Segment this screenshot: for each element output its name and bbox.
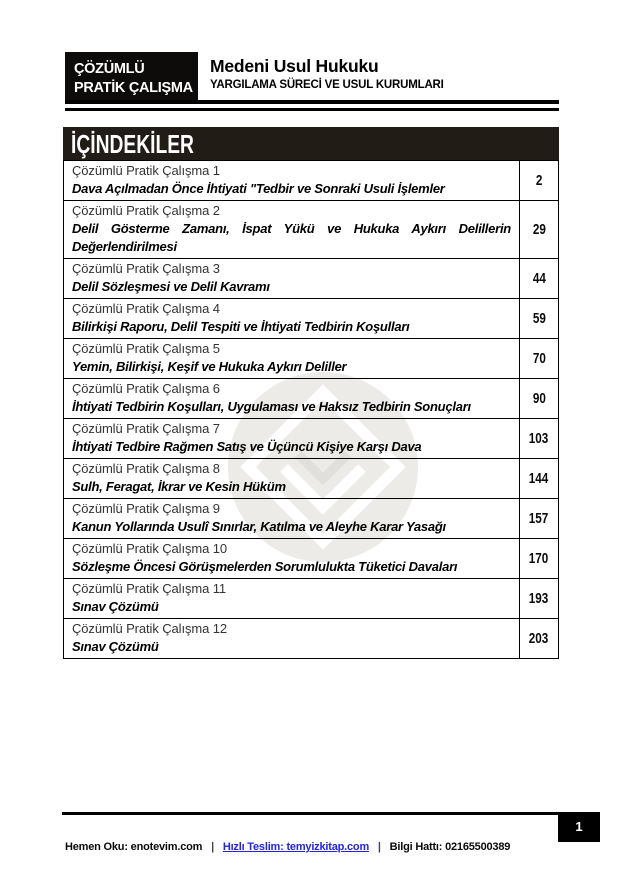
toc-table <box>63 160 559 659</box>
toc-row[interactable] <box>64 619 559 659</box>
toc-entry-page: 2 <box>535 171 543 189</box>
footer-info <box>65 841 510 853</box>
toc-entry-label: Çözümlü Pratik Çalışma 1 <box>72 163 220 178</box>
toc-body <box>64 161 559 659</box>
toc-entry-page: 157 <box>529 509 549 527</box>
toc-row[interactable] <box>64 299 559 339</box>
toc-entry <box>64 339 520 379</box>
book-header <box>210 56 444 91</box>
toc-entry-page-cell <box>520 339 559 379</box>
toc-entry <box>64 539 520 579</box>
toc-entry-title: Sözleşme Öncesi Görüşmelerden Sorumlulukta Tüketici Davaları <box>72 559 458 574</box>
toc-heading: İÇİNDEKİLER <box>71 129 194 159</box>
toc-entry-page: 170 <box>529 549 549 567</box>
toc-entry-label: Çözümlü Pratik Çalışma 5 <box>72 341 220 356</box>
toc-entry-page-cell <box>520 619 559 659</box>
toc-entry <box>64 299 520 339</box>
toc-entry-title: Yemin, Bilirkişi, Keşif ve Hukuka Aykırı Deliller <box>72 359 347 374</box>
toc-entry-page: 70 <box>532 349 546 367</box>
toc-entry-page-cell <box>520 299 559 339</box>
book-subtitle: YARGILAMA SÜRECİ VE USUL KURUMLARI <box>210 79 444 91</box>
toc-entry-label: Çözümlü Pratik Çalışma 11 <box>72 581 227 596</box>
toc-entry-label: Çözümlü Pratik Çalışma 4 <box>72 301 220 316</box>
toc-entry-title: Sınav Çözümü <box>72 599 159 614</box>
series-title-line2: PRATİK ÇALIŞMA <box>74 80 193 96</box>
toc-row[interactable] <box>64 259 559 299</box>
toc-entry-label: Çözümlü Pratik Çalışma 2 <box>72 203 220 218</box>
toc-entry-label: Çözümlü Pratik Çalışma 9 <box>72 501 220 516</box>
toc-entry-label: Çözümlü Pratik Çalışma 6 <box>72 381 220 396</box>
toc-entry-page-cell <box>520 259 559 299</box>
toc-row[interactable] <box>64 499 559 539</box>
toc-row[interactable] <box>64 419 559 459</box>
toc-entry-title: Sınav Çözümü <box>72 639 159 654</box>
toc-entry-page-cell <box>520 539 559 579</box>
toc-entry-page-cell <box>520 459 559 499</box>
toc-entry <box>64 379 520 419</box>
toc-entry-page: 44 <box>532 269 546 287</box>
footer-separator: | <box>377 841 381 853</box>
series-title-box <box>65 52 198 104</box>
footer-phone-text: Bilgi Hattı: 02165500389 <box>389 841 511 853</box>
toc-entry-title: Kanun Yollarında Usulî Sınırlar, Katılma ve Aleyhe Karar Yasağı <box>72 519 446 534</box>
footer-divider <box>62 812 599 815</box>
toc-entry-label: Çözümlü Pratik Çalışma 8 <box>72 461 220 476</box>
toc-entry-page-cell <box>520 379 559 419</box>
toc-entry-title: Dava Açılmadan Önce İhtiyati "Tedbir ve Sonraki Usuli İşlemler <box>72 181 445 196</box>
header-divider <box>65 100 559 111</box>
toc-entry <box>64 459 520 499</box>
toc-entry <box>64 259 520 299</box>
toc-entry-page: 144 <box>529 469 549 487</box>
toc-entry-label: Çözümlü Pratik Çalışma 12 <box>72 621 227 636</box>
series-title-line1: ÇÖZÜMLÜ <box>74 61 145 77</box>
table-of-contents <box>63 127 559 659</box>
toc-entry-title: Bilirkişi Raporu, Delil Tespiti ve İhtiyati Tedbirin Koşulları <box>72 319 410 334</box>
toc-row[interactable] <box>64 161 559 201</box>
toc-entry-page: 90 <box>532 389 546 407</box>
toc-entry-label: Çözümlü Pratik Çalışma 3 <box>72 261 220 276</box>
toc-entry <box>64 201 520 259</box>
toc-entry <box>64 499 520 539</box>
book-title: Medeni Usul Hukuku <box>210 56 379 76</box>
footer-shop-link[interactable]: Hızlı Teslim: temyizkitap.com <box>222 841 370 853</box>
page-number-badge: 1 <box>558 812 600 842</box>
toc-entry-page-cell <box>520 201 559 259</box>
toc-entry-page: 103 <box>529 429 549 447</box>
toc-entry-label: Çözümlü Pratik Çalışma 10 <box>72 541 227 556</box>
toc-entry <box>64 419 520 459</box>
footer-separator: | <box>211 841 214 853</box>
toc-entry-label: Çözümlü Pratik Çalışma 7 <box>72 421 220 436</box>
toc-entry-title: Sulh, Feragat, İkrar ve Kesin Hüküm <box>72 479 286 494</box>
toc-entry-title: Delil Sözleşmesi ve Delil Kavramı <box>72 279 270 294</box>
toc-entry-page: 59 <box>532 309 546 327</box>
toc-entry <box>64 619 520 659</box>
toc-entry <box>64 579 520 619</box>
toc-entry-page: 203 <box>529 629 549 647</box>
toc-entry-page: 29 <box>532 220 546 238</box>
toc-entry-title: İhtiyati Tedbire Rağmen Satış ve Üçüncü Kişiye Karşı Dava <box>72 439 422 454</box>
toc-row[interactable] <box>64 539 559 579</box>
toc-entry-page-cell <box>520 161 559 201</box>
toc-row[interactable] <box>64 339 559 379</box>
toc-row[interactable] <box>64 379 559 419</box>
toc-entry-page: 193 <box>529 589 549 607</box>
toc-heading-bar <box>63 127 559 160</box>
footer-read-text: Hemen Oku: enotevim.com <box>65 841 203 853</box>
toc-entry-page-cell <box>520 419 559 459</box>
toc-entry-page-cell <box>520 499 559 539</box>
toc-row[interactable] <box>64 579 559 619</box>
toc-entry <box>64 161 520 201</box>
toc-entry-title: Delil Gösterme Zamanı, İspat Yükü ve Hukuka Aykırı Delillerin Değerlendirilmesi <box>72 221 511 254</box>
toc-row[interactable] <box>64 201 559 259</box>
toc-entry-title: İhtiyati Tedbirin Koşulları, Uygulaması ve Haksız Tedbirin Sonuçları <box>72 399 471 414</box>
toc-row[interactable] <box>64 459 559 499</box>
toc-entry-page-cell <box>520 579 559 619</box>
